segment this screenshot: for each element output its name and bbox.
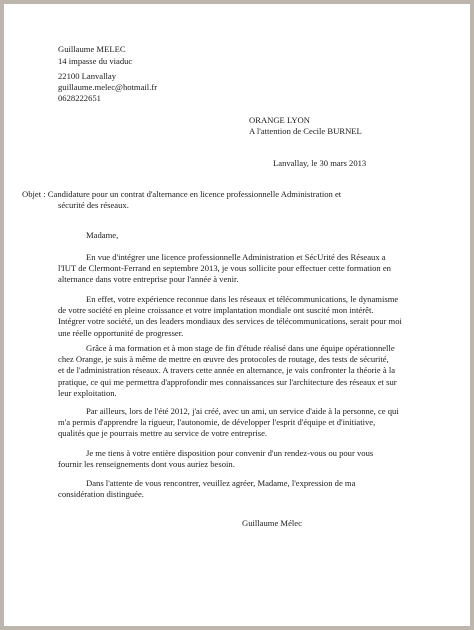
paragraph-line: Intégrer votre société, un des leaders mondiaux des services de télécommunications, serait pour moi (58, 316, 402, 327)
paragraph-line: et de l'administration réseaux. A travers cette année en alternance, je vais confronter la théorie à la (58, 365, 396, 376)
paragraph-line: l'IUT de Clermont-Ferrand en septembre 2013, je vous sollicite pour effectuer cette formation en (58, 263, 391, 274)
paragraph-line: de votre société en pleine croissance et votre implantation mondiale ont suscité mon intérêt. (58, 305, 374, 316)
paragraph-5 (58, 448, 373, 470)
paragraph-line: une réelle opportunité de progresser. (58, 327, 184, 338)
paragraph-line: Grâce à ma formation et à mon stage de fin d'étude réalisé dans une équipe opérationnelle (86, 343, 395, 353)
recipient-attention: A l'attention de Cecile BURNEL (249, 126, 362, 136)
paragraph-line: qualités que je pourrais mettre au service de votre entreprise. (58, 428, 268, 439)
paragraph-2 (58, 294, 402, 339)
paragraph-line: chez Orange, je suis à même de mettre en œuvre des protocoles de routage, des tests de sécurité, (58, 354, 389, 365)
paragraph-line: leur exploitation. (58, 387, 117, 398)
letter-page (4, 4, 470, 626)
sender-city: 22100 Lanvallay (58, 71, 116, 81)
paragraph-line: fournir les renseignements dont vous auriez besoin. (58, 459, 235, 470)
paragraph-line: En effet, votre expérience reconnue dans les réseaux et télécommunications, le dynamisme (86, 294, 399, 304)
paragraph-line: considération distinguée. (58, 489, 144, 500)
paragraph-line: alternance dans votre entreprise pour l'année à venir. (58, 274, 239, 285)
paragraph-4 (58, 406, 399, 440)
subject-line-1: Objet : Candidature pour un contrat d'alternance en licence professionnelle Administration et (22, 189, 342, 199)
paragraph-1 (58, 252, 391, 286)
paragraph-line: Par ailleurs, lors de l'été 2012, j'ai créé, avec un ami, un service d'aide à la personne, ce qui (86, 406, 399, 416)
paragraph-line: Dans l'attente de vous rencontrer, veuillez agréer, Madame, l'expression de ma (86, 478, 356, 488)
paragraph-line: Je me tiens à votre entière disposition pour convenir d'un rendez-vous ou pour vous (86, 448, 374, 458)
recipient-company: ORANGE LYON (249, 115, 310, 125)
sender-phone: 0628222651 (58, 93, 101, 103)
paragraph-6 (58, 478, 355, 500)
paragraph-line: En vue d'intégrer une licence professionnelle Administration et SécUrité des Réseaux a (86, 252, 386, 262)
sender-name: Guillaume MELEC (58, 44, 126, 54)
sender-email: guillaume.melec@hotmail.fr (58, 82, 158, 92)
date-line: Lanvallay, le 30 mars 2013 (273, 158, 367, 168)
subject-line-2: sécurité des réseaux. (58, 200, 129, 210)
paragraph-line: pratique, ce qui me permettra d'approfondir mes connaissances sur l'architecture des réseaux et sur (58, 376, 397, 387)
signature: Guillaume Mélec (242, 518, 302, 528)
paragraph-3 (58, 343, 397, 399)
sender-address: 14 impasse du viaduc (58, 56, 133, 66)
paragraph-line: m'a permis d'apprendre la rigueur, l'autonomie, de développer l'esprit d'équipe et d'initiative, (58, 417, 376, 428)
salutation: Madame, (86, 230, 119, 240)
